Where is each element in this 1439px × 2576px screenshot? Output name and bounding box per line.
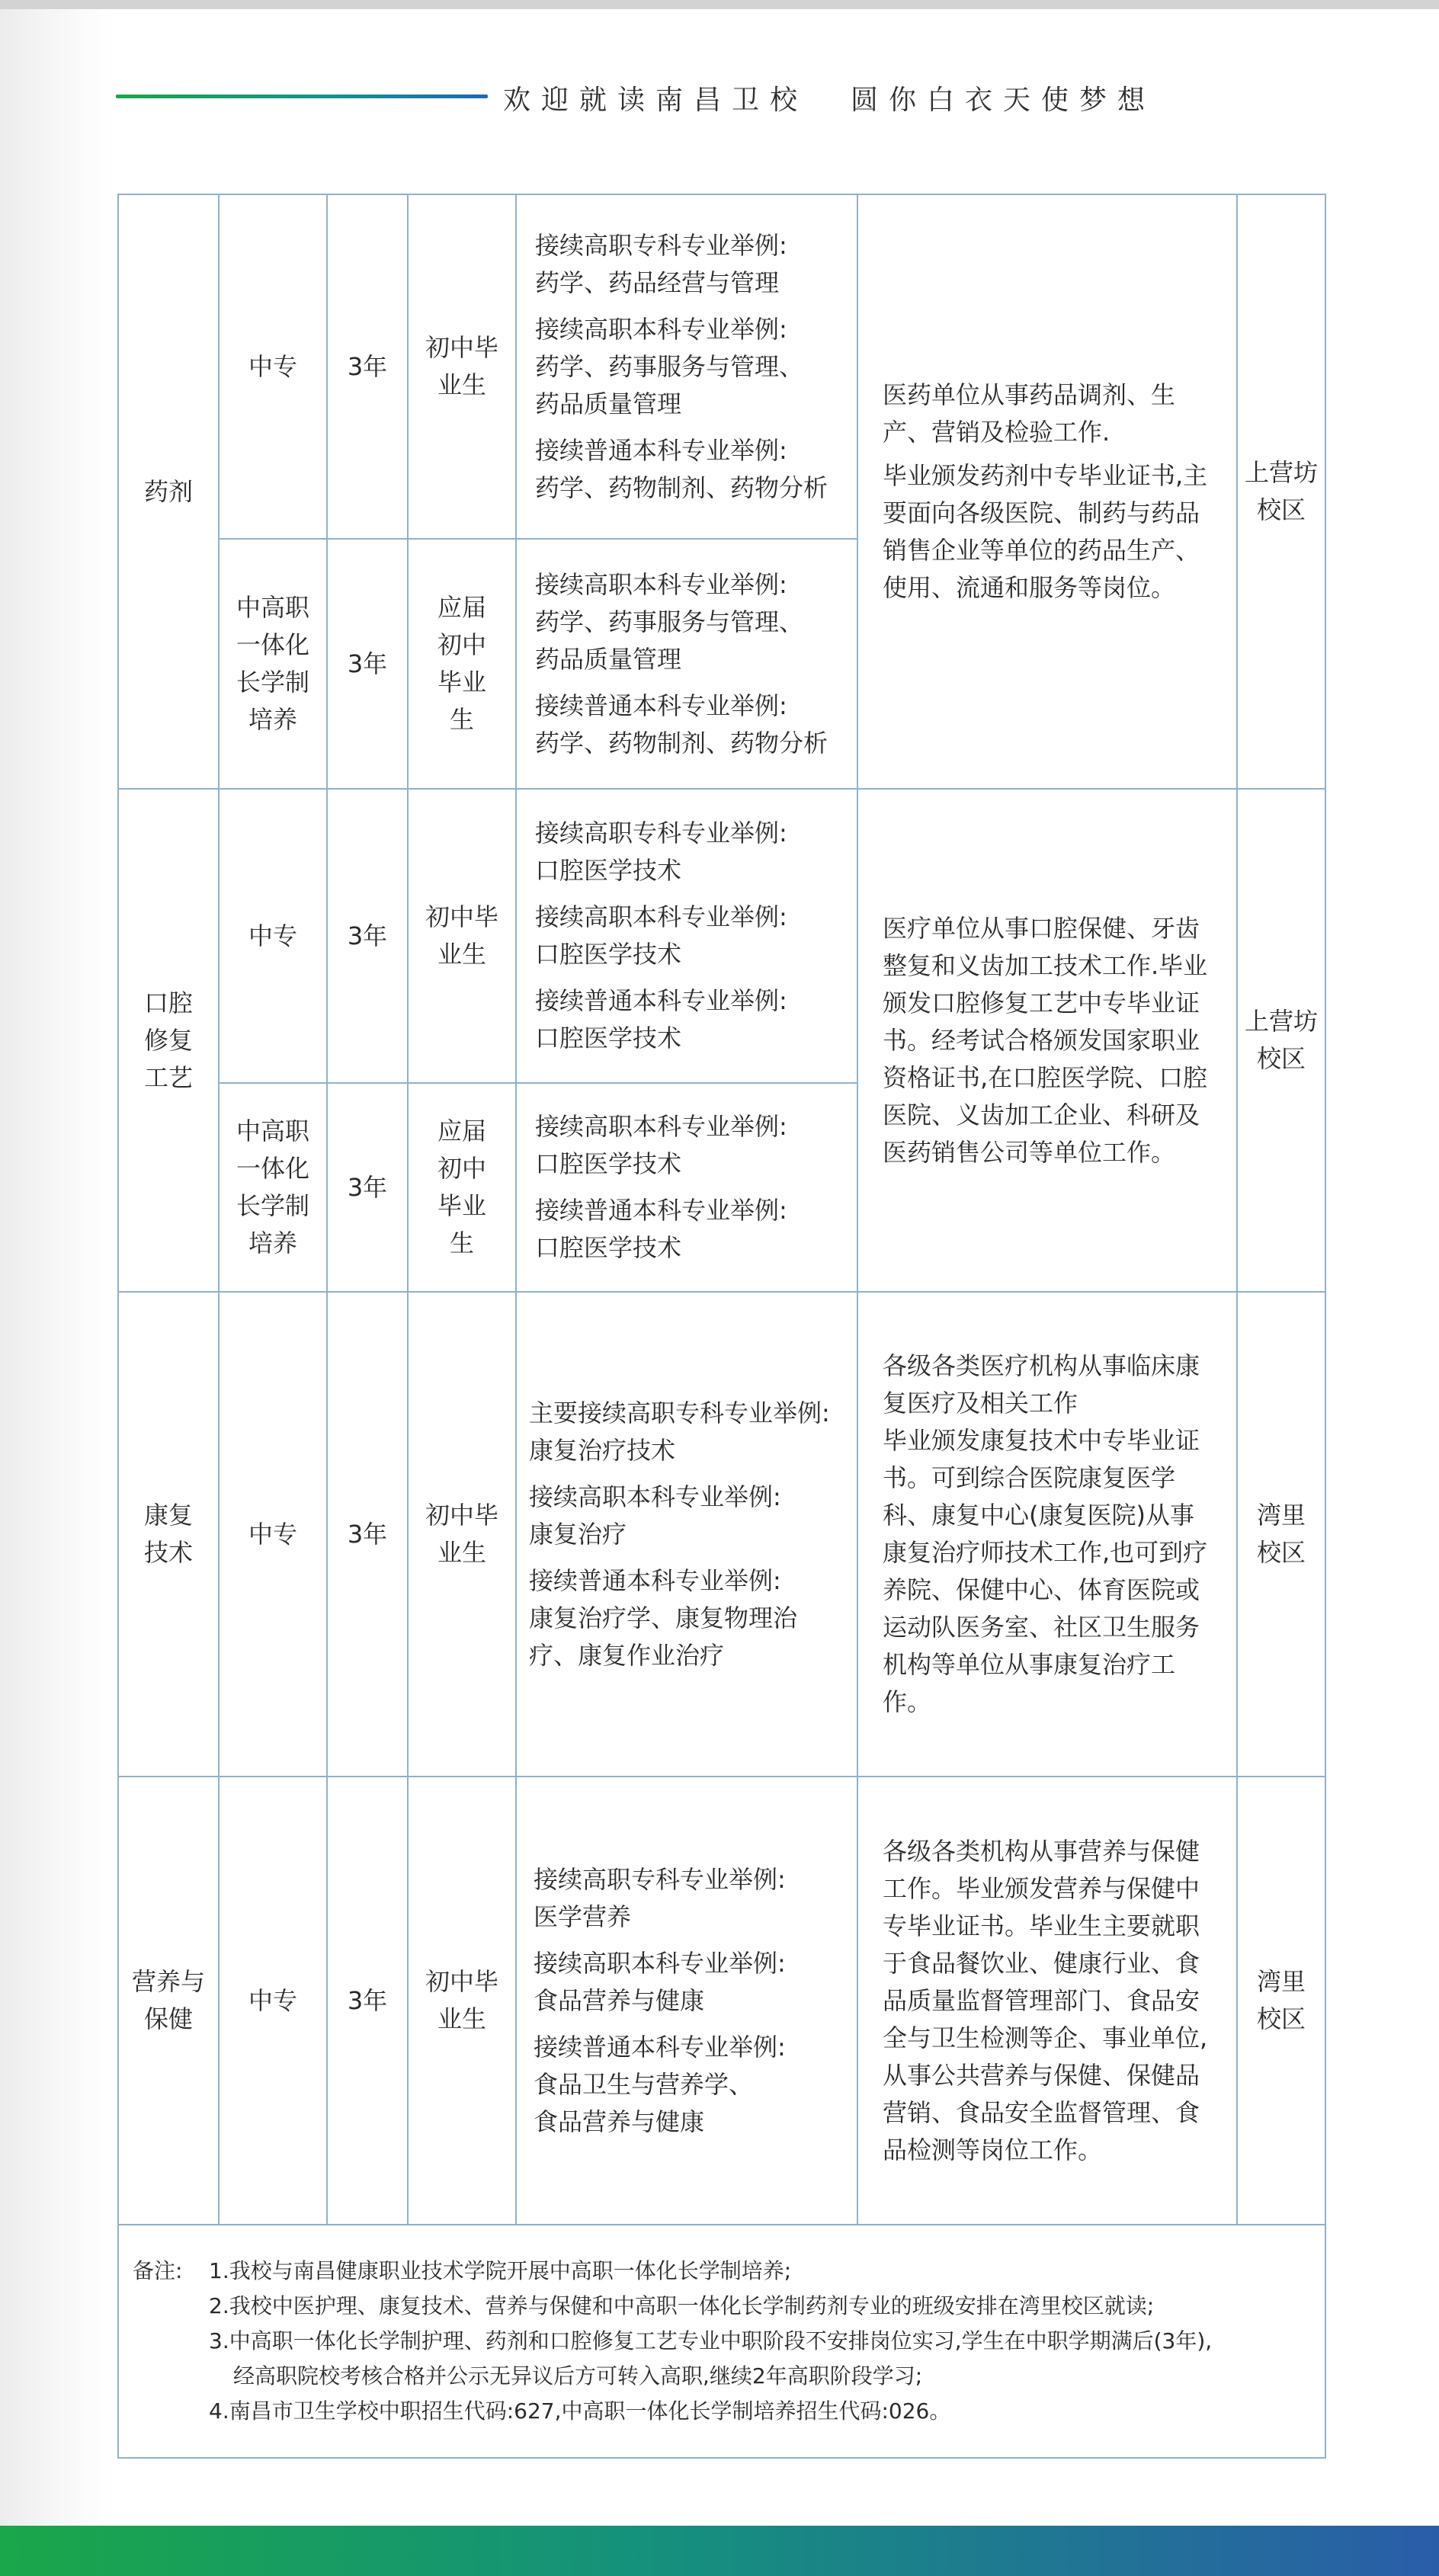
admission-cell: 应届初中毕业生 [408, 1083, 516, 1292]
header-accent-line [116, 95, 488, 98]
pathway-items: 口腔医学技术 [535, 1024, 682, 1053]
pathway-title: 接续高职本科专业举例: [535, 314, 787, 344]
top-band [0, 0, 1439, 9]
career-cell [857, 1777, 1237, 2225]
career-cell [857, 194, 1237, 789]
admission-cell: 初中毕业生 [408, 789, 516, 1083]
pathway-cell [516, 539, 857, 789]
admission-cell: 初中毕业生 [408, 1292, 516, 1777]
level-cell: 中专 [219, 1777, 327, 2225]
page-edge-shade [0, 9, 114, 2526]
notes-cell [118, 2225, 1325, 2458]
admission-cell: 应届初中毕业生 [408, 539, 516, 789]
pathway-title: 接续高职本科专业举例: [535, 902, 787, 931]
slogan-left: 欢迎就读南昌卫校 [503, 84, 809, 116]
note-item-part: 经高职院校考核合格并公示无异议后方可转入高职,继续2年高职阶段学习; [233, 2363, 923, 2389]
pathway-items: 医学营养 [534, 1902, 632, 1931]
career-text: 各级各类医疗机构从事临床康复医疗及相关工作 [883, 1351, 1200, 1418]
majors-table [117, 194, 1326, 2459]
pathway-title: 接续普通本科专业举例: [535, 1196, 787, 1225]
pathway-title: 接续高职本科专业举例: [535, 569, 787, 599]
header-slogan [503, 76, 1334, 119]
duration-cell: 3年 [327, 194, 408, 539]
pathway-title: 接续高职本科专业举例: [535, 1112, 787, 1141]
pathway-cell [516, 194, 857, 539]
level-cell: 中专 [219, 789, 327, 1083]
note-item [133, 2324, 1311, 2359]
pathway-items: 康复治疗 [529, 1519, 627, 1549]
pathway-items: 口腔医学技术 [535, 1233, 682, 1262]
career-text: 毕业颁发康复技术中专毕业证书。可到综合医院康复医学科、康复中心(康复医院)从事康复治疗师技术工作,也可到疗养院、保健中心、体育医院或运动队医务室、社区卫生服务机构等单位从事康复治疗工作。 [883, 1426, 1208, 1716]
career-text: 毕业颁发药剂中专毕业证书,主要面向各级医院、制药与药品销售企业等单位的药品生产、使用、流通和服务等岗位。 [883, 461, 1208, 602]
duration-cell: 3年 [327, 1777, 408, 2225]
level-cell: 中高职一体化长学制培养 [219, 1083, 327, 1292]
major-name: 康复技术 [118, 1292, 219, 1777]
pathway-cell [516, 1083, 857, 1292]
pathway-title: 接续高职本科专业举例: [529, 1482, 781, 1511]
note-item: 2.我校中医护理、康复技术、营养与保健和中高职一体化长学制药剂专业的班级安排在湾里校区就读; [209, 2293, 1155, 2318]
notes-title: 备注: [133, 2258, 183, 2283]
table-row [118, 1292, 1325, 1777]
career-cell [857, 789, 1237, 1292]
pathway-cell [516, 1777, 857, 2225]
duration-cell: 3年 [327, 1083, 408, 1292]
note-item: 1.我校与南昌健康职业技术学院开展中高职一体化长学制培养; [209, 2258, 792, 2283]
level-cell: 中专 [219, 1292, 327, 1777]
note-item-part: 3.中高职一体化长学制护理、药剂和口腔修复工艺专业中职阶段不安排岗位实习,学生在中职学期满后(3年), [209, 2328, 1213, 2353]
slogan-right: 圆你白衣天使梦想 [851, 84, 1156, 116]
pathway-title: 主要接续高职专科专业举例: [529, 1398, 830, 1427]
career-cell [857, 1292, 1237, 1777]
pathway-title: 接续高职本科专业举例: [534, 1948, 786, 1978]
pathway-title: 接续普通本科专业举例: [534, 2032, 786, 2062]
table-row [118, 194, 1325, 539]
campus-cell: 上营坊校区 [1237, 789, 1325, 1292]
duration-cell: 3年 [327, 539, 408, 789]
pathway-title: 接续普通本科专业举例: [529, 1565, 781, 1595]
pathway-title: 接续高职专科专业举例: [535, 230, 787, 260]
table-row [118, 789, 1325, 1083]
pathway-items: 药学、药事服务与管理、药品质量管理 [535, 351, 804, 418]
pathway-title: 接续普通本科专业举例: [535, 435, 787, 465]
campus-cell: 湾里校区 [1237, 1292, 1325, 1777]
admission-cell: 初中毕业生 [408, 194, 516, 539]
major-name: 口腔修复工艺 [118, 789, 219, 1292]
bottom-band [0, 2526, 1439, 2576]
pathway-title: 接续普通本科专业举例: [535, 690, 787, 720]
campus-cell: 湾里校区 [1237, 1777, 1325, 2225]
note-item: 4.南昌市卫生学校中职招生代码:627,中高职一体化长学制培养招生代码:026。 [209, 2398, 951, 2424]
pathway-items: 药学、药物制剂、药物分析 [535, 473, 828, 502]
major-name: 药剂 [118, 194, 219, 789]
pathway-items: 康复治疗学、康复物理治疗、康复作业治疗 [529, 1603, 798, 1670]
duration-cell: 3年 [327, 789, 408, 1083]
pathway-items: 药学、药物制剂、药物分析 [535, 728, 828, 758]
pathway-title: 接续高职专科专业举例: [534, 1864, 786, 1894]
level-cell: 中专 [219, 194, 327, 539]
pathway-title: 接续高职专科专业举例: [535, 819, 787, 847]
table-row [118, 1777, 1325, 2225]
pathway-cell [516, 789, 857, 1083]
duration-cell: 3年 [327, 1292, 408, 1777]
career-text: 各级各类机构从事营养与保健工作。毕业颁发营养与保健中专毕业证书。毕业生主要就职于食品餐饮业、健康行业、食品质量监督管理部门、食品安全与卫生检测等企、事业单位,从事公共营养与保健、保健品营销、食品安全监督管理、食品检测等岗位工作。 [883, 1836, 1208, 2164]
notes-row [118, 2225, 1325, 2458]
level-cell: 中高职一体化长学制培养 [219, 539, 327, 789]
pathway-items: 药学、药事服务与管理、药品质量管理 [535, 607, 804, 674]
pathway-items: 口腔医学技术 [535, 856, 682, 885]
career-text: 医疗单位从事口腔保健、牙齿整复和义齿加工技术工作.毕业颁发口腔修复工艺中专毕业证书。经考试合格颁发国家职业资格证书,在口腔医学院、口腔医院、义齿加工企业、科研及医药销售公司等单位工作。 [883, 913, 1208, 1167]
campus-cell: 上营坊校区 [1237, 194, 1325, 789]
pathway-title: 接续普通本科专业举例: [535, 986, 787, 1015]
pathway-items: 食品卫生与营养学、食品营养与健康 [534, 2069, 754, 2136]
pathway-items: 康复治疗技术 [529, 1435, 676, 1465]
admission-cell: 初中毕业生 [408, 1777, 516, 2225]
major-name: 营养与保健 [118, 1777, 219, 2225]
pathway-items: 食品营养与健康 [534, 1985, 705, 2015]
note-item-continued [133, 2359, 1311, 2394]
pathway-items: 口腔医学技术 [535, 1149, 682, 1178]
pathway-items: 药学、药品经营与管理 [535, 268, 780, 297]
pathway-cell [516, 1292, 857, 1777]
career-text: 医药单位从事药品调剂、生产、营销及检验工作. [883, 380, 1176, 447]
pathway-items: 口腔医学技术 [535, 940, 682, 969]
